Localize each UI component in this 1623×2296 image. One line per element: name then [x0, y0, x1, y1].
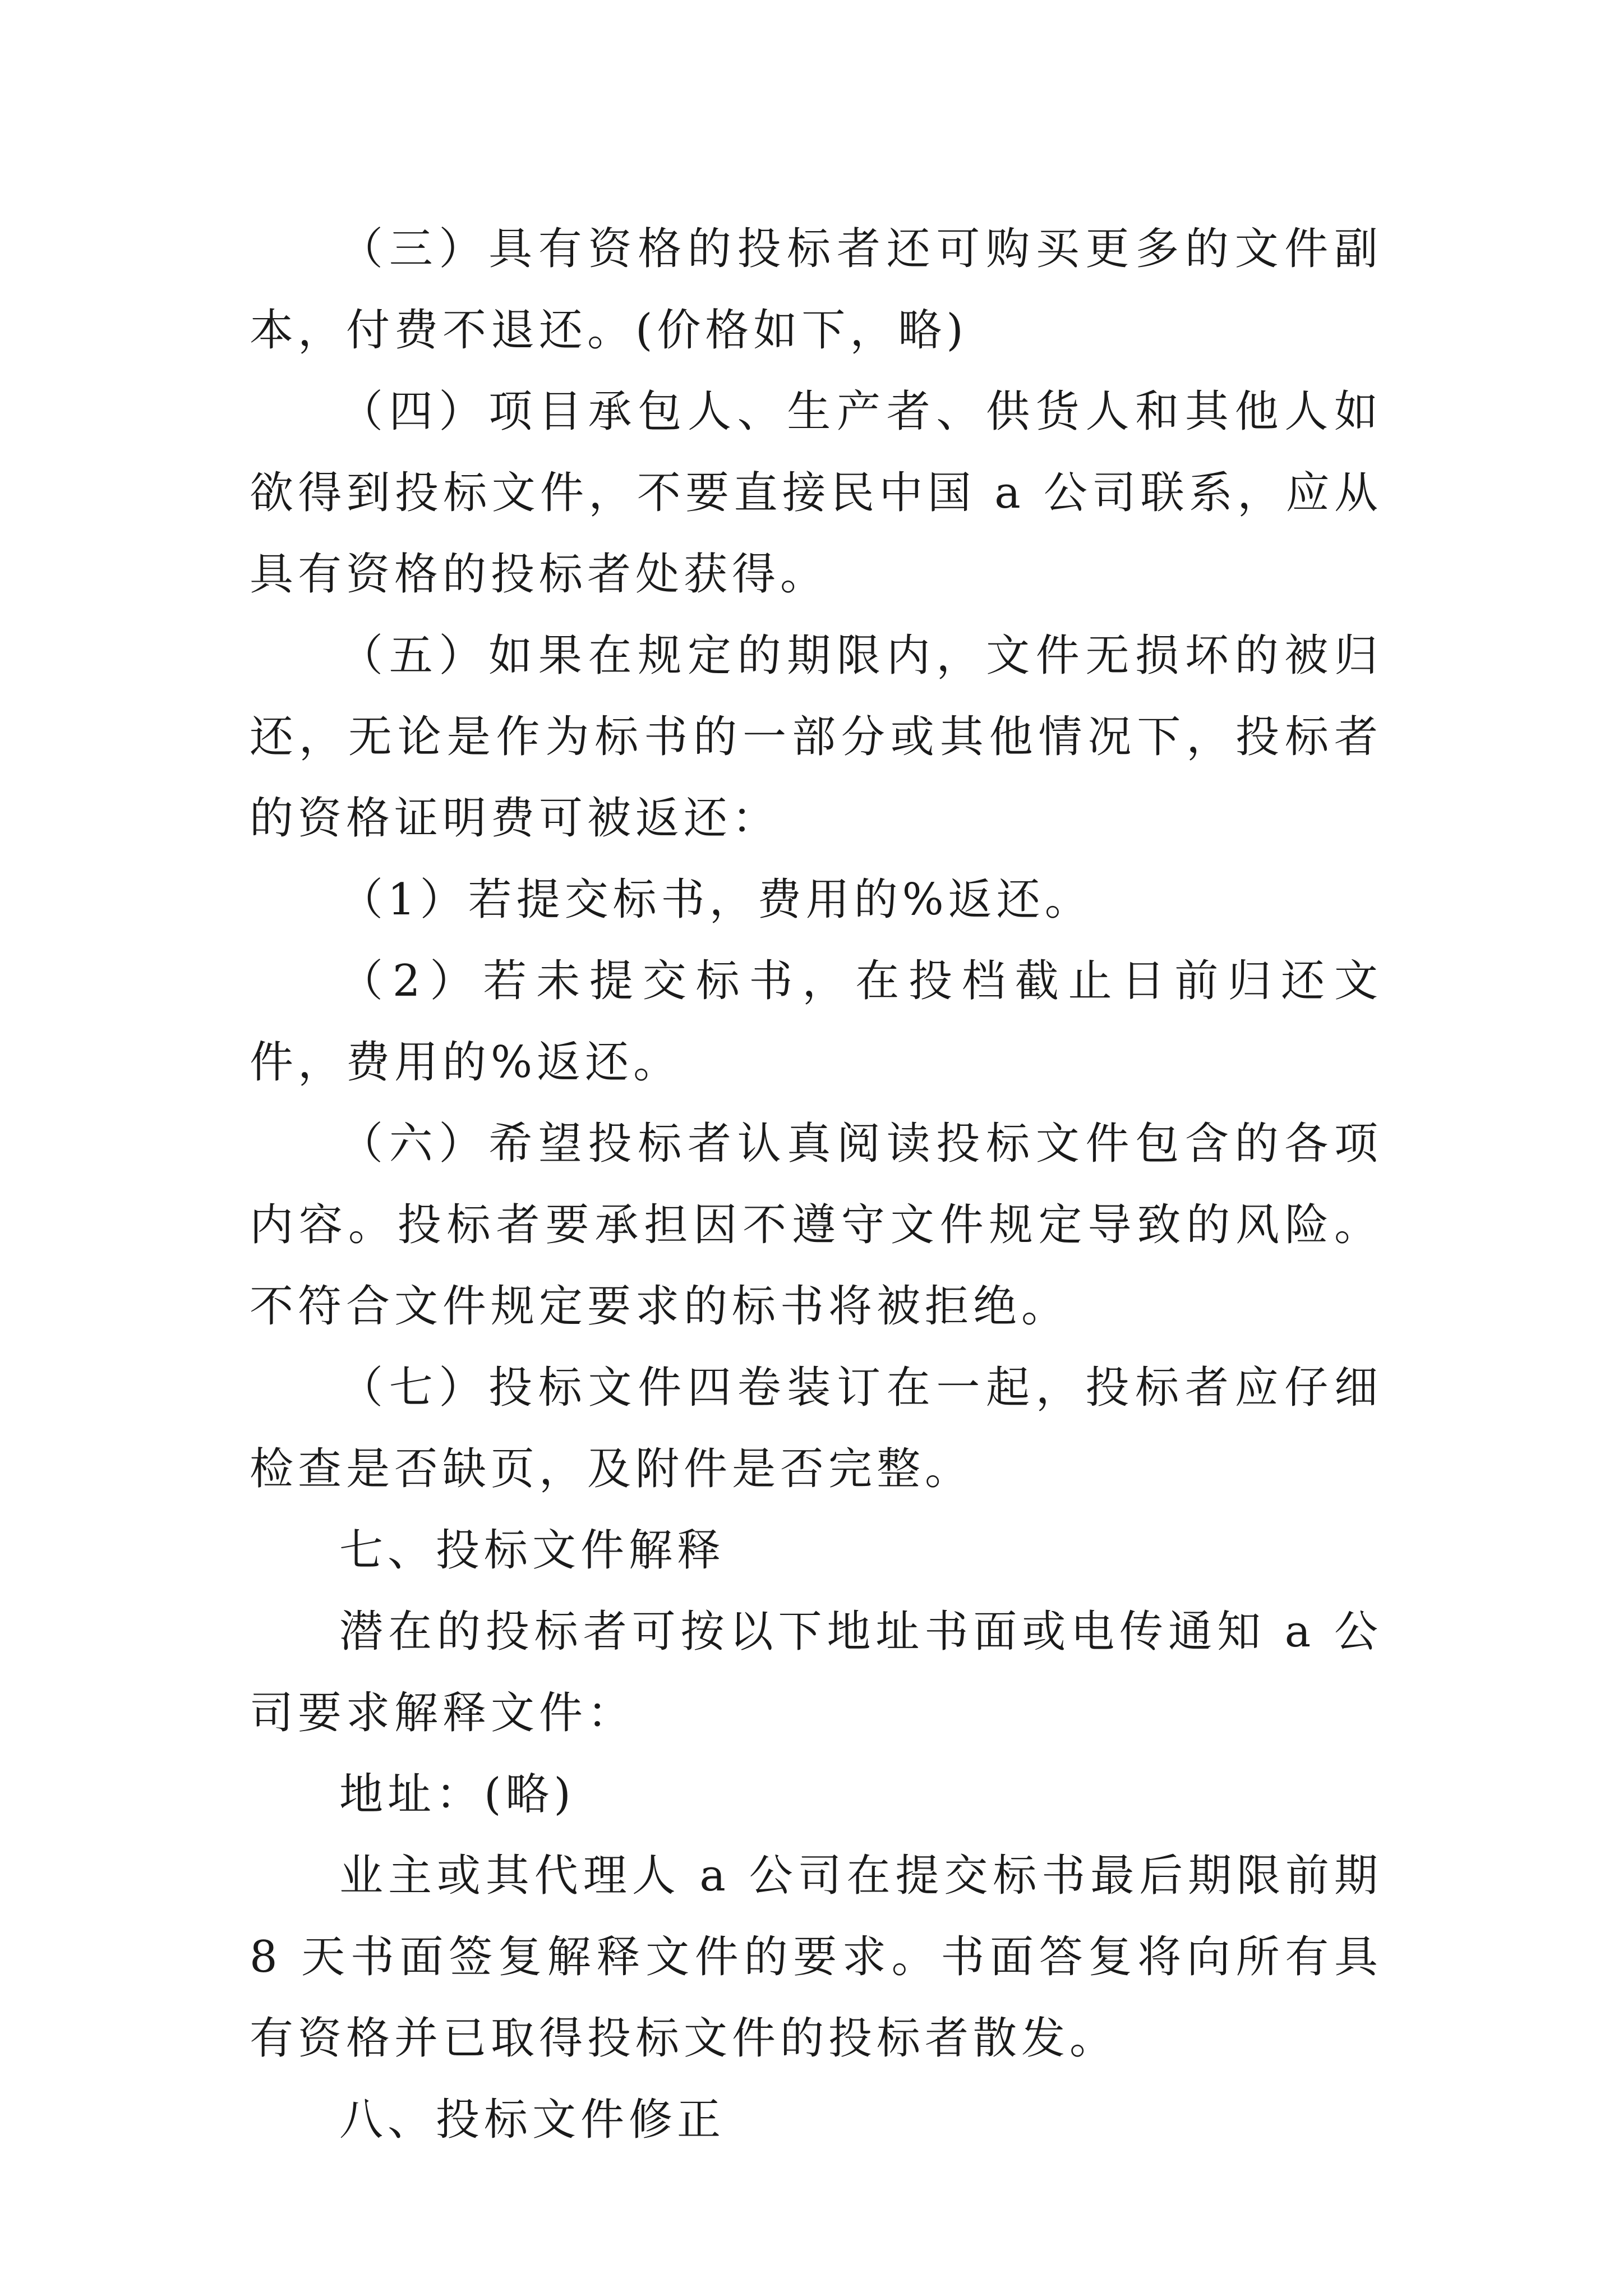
section-heading-7: 七、投标文件解释 — [339, 1525, 726, 1576]
paragraph-written-reply: 业主或其代理人 a 公司在提交标书最后期限前期 8 天书面签复解释文件的要求。书面答复将向所有具有资格并已取得投标文件的投标者散发。 — [250, 1851, 1382, 2064]
paragraph-item-3-copies: （三）具有资格的投标者还可购买更多的文件副本，付费不退还。(价格如下，略) — [250, 224, 1382, 356]
paragraph-interpretation-request: 潜在的投标者可按以下地址书面或电传通知 a 公司要求解释文件： — [250, 1607, 1382, 1738]
section-heading-8: 八、投标文件修正 — [339, 2095, 726, 2145]
paragraph-item-6-read-carefully: （六）希望投标者认真阅读投标文件包含的各项内容。投标者要承担因不遵守文件规定导致的风险。不符合文件规定要求的标书将被拒绝。 — [250, 1119, 1382, 1332]
paragraph-item-4-obtain-documents: （四）项目承包人、生产者、供货人和其他人如欲得到投标文件，不要直接民中国 a 公司联系，应从具有资格的投标者处获得。 — [250, 386, 1382, 600]
paragraph-refund-case-1: （1）若提交标书，费用的%返还。 — [339, 875, 1093, 925]
paragraph-item-7-binding: （七）投标文件四卷装订在一起，投标者应仔细检查是否缺页，及附件是否完整。 — [250, 1363, 1382, 1494]
document-body — [250, 209, 1382, 2161]
paragraph-item-5-refund: （五）如果在规定的期限内，文件无损坏的被归还，无论是作为标书的一部分或其他情况下，投标者的资格证明费可被返还： — [250, 631, 1382, 844]
paragraph-refund-case-2: （2）若未提交标书，在投档截止日前归还文件，费用的%返还。 — [250, 956, 1382, 1088]
paragraph-address: 地址：(略) — [339, 1769, 575, 1820]
